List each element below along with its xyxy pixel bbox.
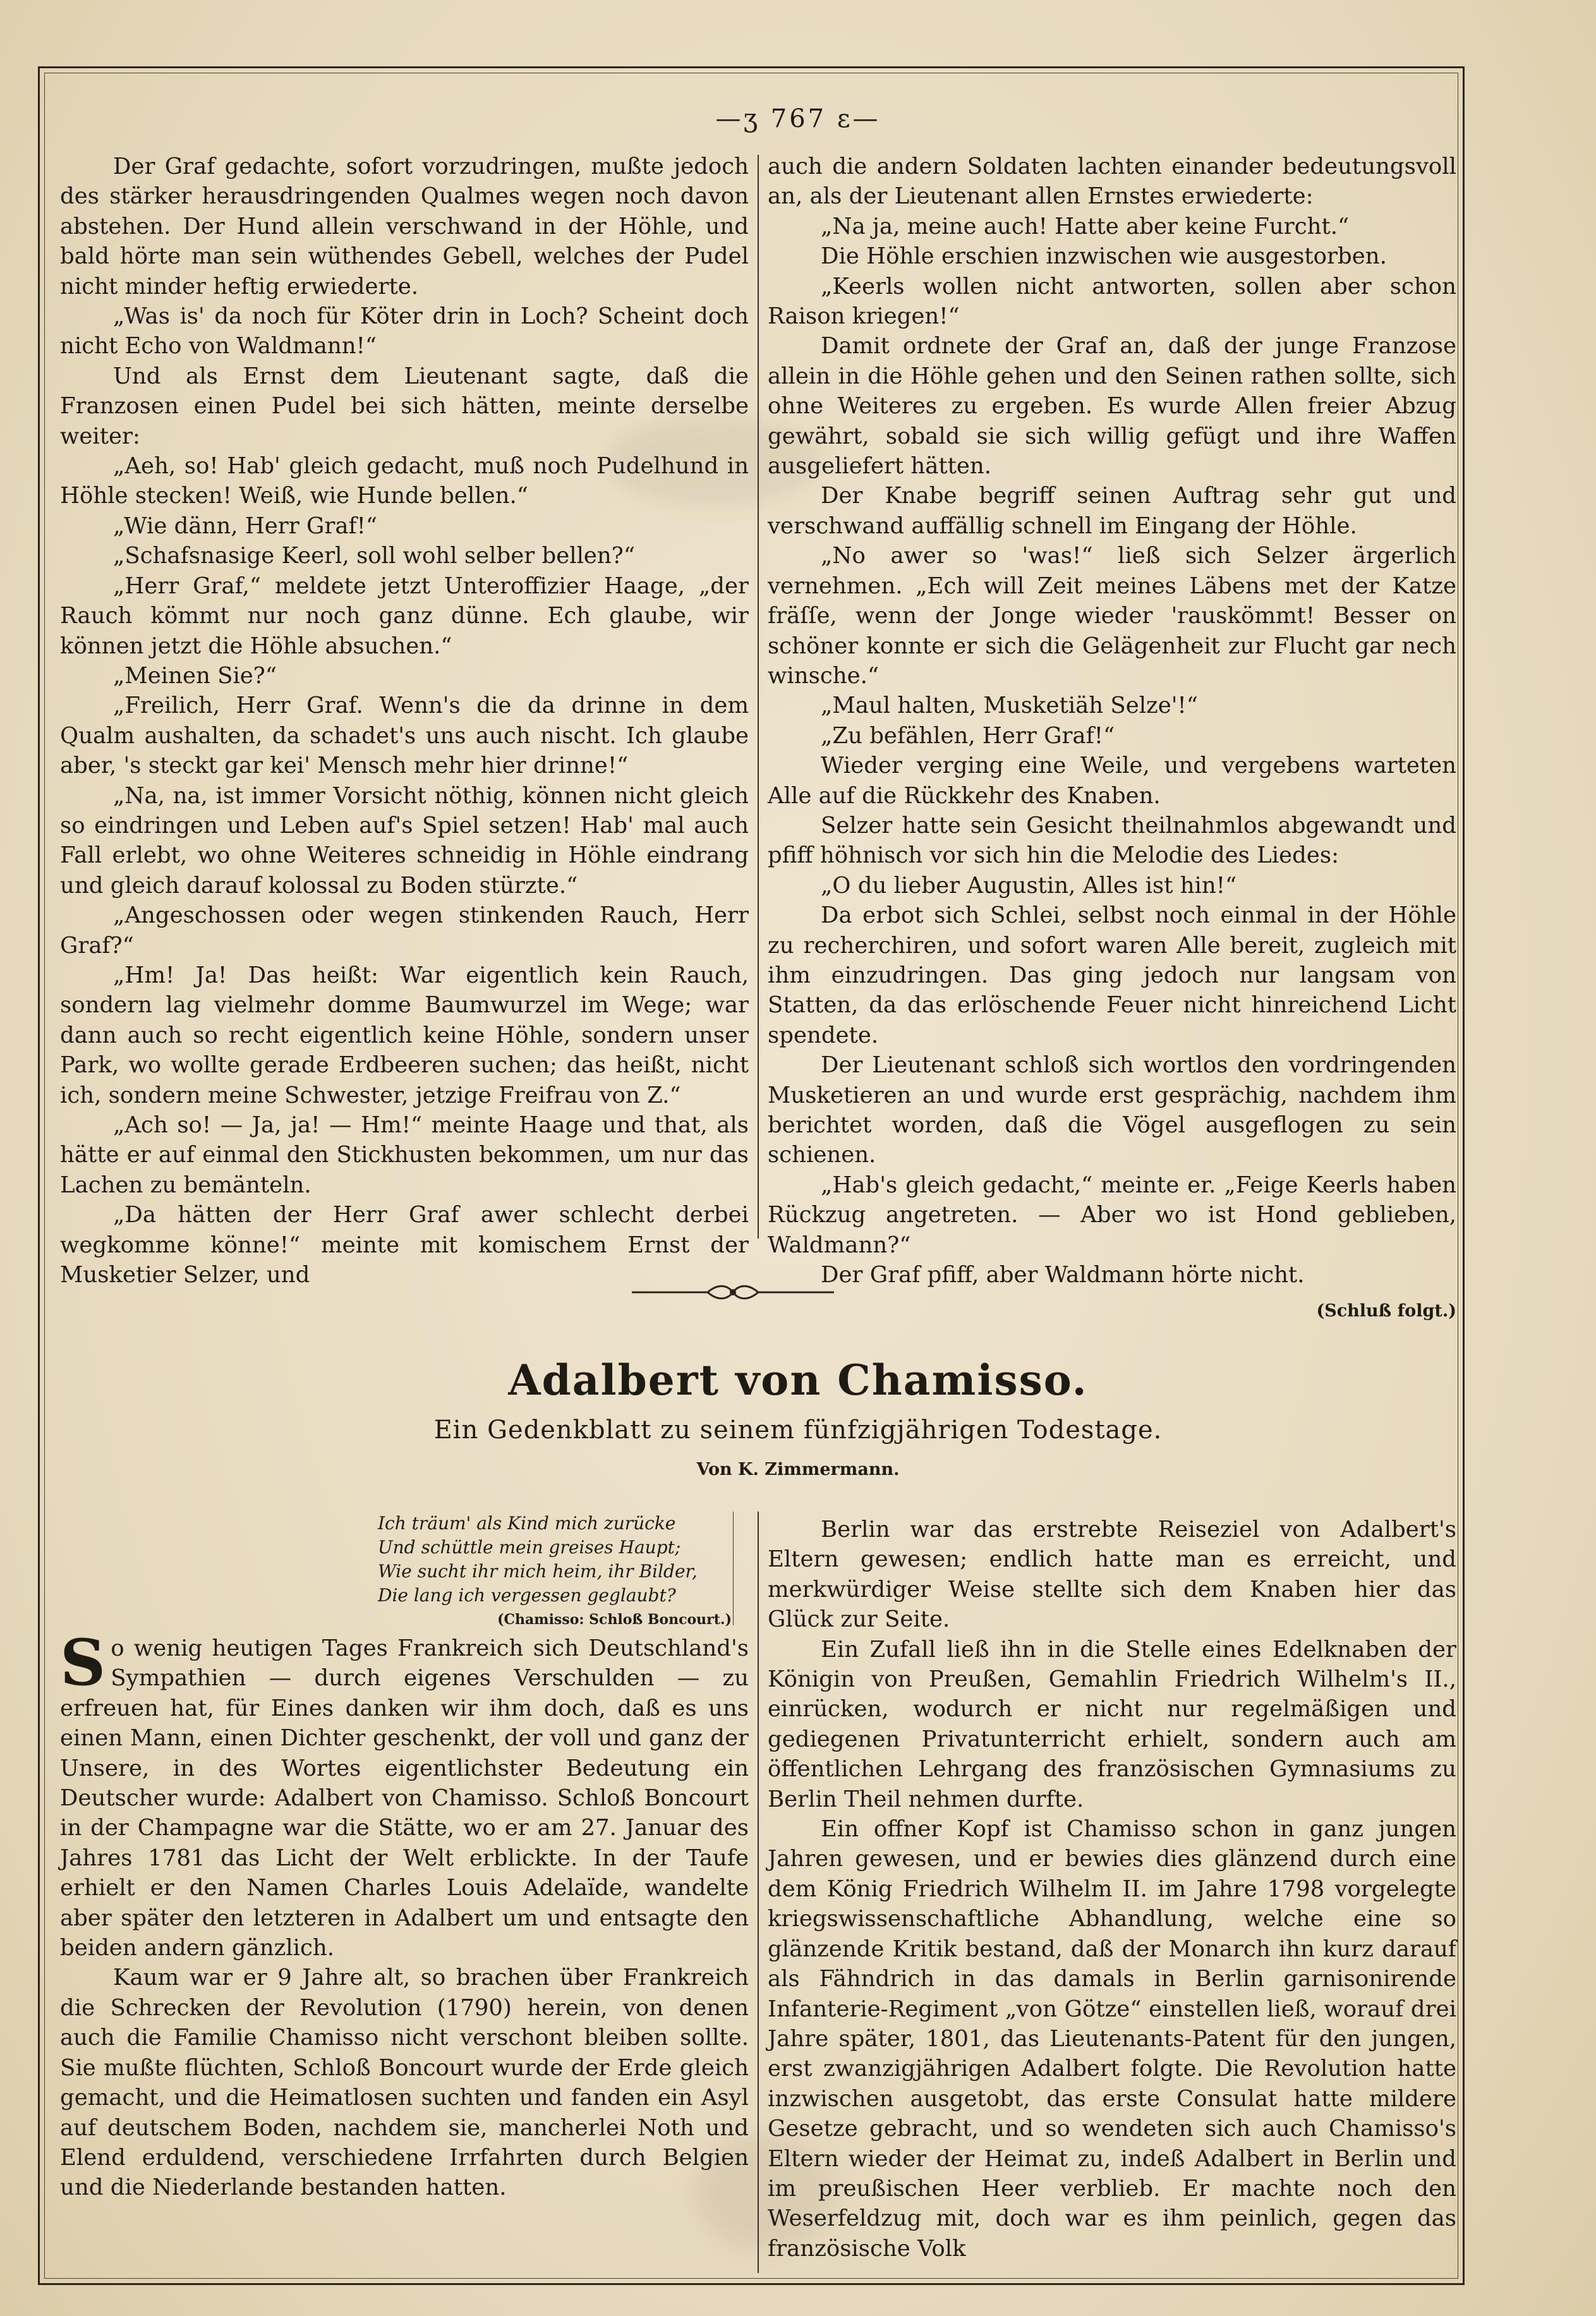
story-paragraph: „Zu befählen, Herr Graf!“ bbox=[821, 722, 1115, 749]
page-number-ornament-left: —ʒ bbox=[715, 104, 771, 133]
story-right-column bbox=[768, 152, 1456, 1326]
poem-line: Und schüttle mein greises Haupt; bbox=[378, 1537, 681, 1558]
page-number bbox=[0, 104, 1596, 133]
article-paragraph-text: o wenig heutigen Tages Frankreich sich Deutschland's Sympathien — durch eigenes Verschulden — zu erfreuen hat, für Eines danken wir ihm doch, daß es uns einen Mann, einen Dichter geschenkt, der voll und ganz der Unsere, in des Wortes eigentlichster Bedeutung ein Deutscher wurde: Adalbert von Chamisso. Schloß Boncourt in der Champagne war die Stätte, wo er am 27. Januar des Jahres 1781 das Licht der Welt erblickte. In der Taufe erhielt er den Namen Charles Louis Adelaïde, wandelte aber später den letzteren in Adalbert um und entsagte den beiden andern gänzlich. bbox=[60, 1635, 749, 1961]
story-paragraph: „Aeh, so! Hab' gleich gedacht, muß noch Pudelhund in Höhle stecken! Weiß, wie Hunde bellen.“ bbox=[60, 453, 749, 509]
story-paragraph: „Na, na, ist immer Vorsicht nöthig, können nicht gleich so eindringen und Leben auf's Spiel setzen! Hab' mal auch Fall erlebt, wo ohne Weiteres schneidig in Höhle eindrang und gleich darauf kolossal zu Boden stürzte.“ bbox=[60, 782, 749, 899]
column-divider bbox=[758, 1512, 759, 2273]
story-paragraph: „Angeschossen oder wegen stinkenden Rauch, Herr Graf?“ bbox=[60, 902, 749, 959]
story-left-column bbox=[60, 152, 749, 1290]
article-paragraph: Kaum war er 9 Jahre alt, so brachen über Frankreich die Schrecken der Revolution (1790) herein, von denen auch die Familie Chamisso nicht verschont bleiben sollte. Sie mußte flüchten, Schloß Boncourt wurde der Erde gleich gemacht, und die Heimatlosen suchten und fanden ein Asyl auf deutschem Boden, nachdem sie, mancherlei Noth und Elend erduldend, verschiedene Irrfahrten durch Belgien und die Niederlande bestanden hatten. bbox=[60, 1965, 749, 2201]
story-paragraph: „Na ja, meine auch! Hatte aber keine Furcht.“ bbox=[821, 213, 1350, 239]
story-paragraph: „Wie dänn, Herr Graf!“ bbox=[113, 512, 378, 539]
story-paragraph: „No awer so 'was!“ ließ sich Selzer ärgerlich vernehmen. „Ech will Zeit meines Läbens met der Katze fräſſe, wenn der Jonge wieder 'rauskömmt! Besser on schöner konnte er sich die Gelägenheit zur Flucht gar nech winsche.“ bbox=[768, 543, 1456, 689]
ornament-divider bbox=[632, 1283, 834, 1302]
drop-cap: S bbox=[60, 1625, 106, 1700]
story-paragraph: „Ach so! — Ja, ja! — Hm!“ meinte Haage und that, als hätte er auf einmal den Stickhusten bekommen, um nur das Lachen zu bemänteln. bbox=[60, 1112, 749, 1198]
story-paragraph: Wieder verging eine Weile, und vergebens warteten Alle auf die Rückkehr des Knaben. bbox=[768, 753, 1456, 809]
column-divider bbox=[758, 155, 759, 1239]
story-paragraph: „Schafsnasige Keerl, soll wohl selber bellen?“ bbox=[113, 543, 635, 569]
story-paragraph: „Hab's gleich gedacht,“ meinte er. „Feige Keerls haben Rückzug angetreten. — Aber wo ist Hond geblieben, Waldmann?“ bbox=[768, 1172, 1456, 1258]
story-paragraph: Der Lieutenant schloß sich wortlos den vordringenden Musketieren an und wurde erst gesprächig, nachdem ihm berichtet worden, daß die Vögel ausgeflogen zu sein schienen. bbox=[768, 1052, 1456, 1168]
poem-line: Die lang ich vergessen geglaubt? bbox=[378, 1585, 676, 1606]
story-paragraph-continued: auch die andern Soldaten lachten einander bedeutungsvoll an, als der Lieutenant allen Ernstes erwiederte: bbox=[768, 154, 1456, 210]
article-byline: Von K. Zimmermann. bbox=[696, 1460, 900, 1479]
article-paragraph bbox=[60, 1625, 749, 1963]
story-paragraph: Selzer hatte sein Gesicht theilnahmlos abgewandt und pfiff höhnisch vor sich hin die Melodie des Liedes: bbox=[768, 812, 1456, 869]
poem-line: Ich träum' als Kind mich zurücke bbox=[378, 1513, 676, 1534]
page-number-ornament-right: ɛ— bbox=[826, 104, 881, 133]
story-paragraph: Der Knabe begriff seinen Auftrag sehr gut und verschwand auffällig schnell im Eingang der Höhle. bbox=[768, 483, 1456, 539]
article-right-column bbox=[768, 1515, 1456, 2264]
story-paragraph: „Keerls wollen nicht antworten, sollen aber schon Raison kriegen!“ bbox=[768, 273, 1456, 330]
story-paragraph: „Was is' da noch für Köter drin in Loch? Scheint doch nicht Echo von Waldmann!“ bbox=[60, 303, 749, 360]
story-paragraph: „Maul halten, Musketiäh Selze'!“ bbox=[821, 693, 1198, 719]
poem-line: Wie sucht ihr mich heim, ihr Bilder, bbox=[378, 1561, 698, 1582]
article-left-column bbox=[60, 1625, 749, 2203]
story-paragraph: „Da hätten der Herr Graf awer schlecht derbei wegkomme könne!“ meinte mit komischem Ernst der Musketier Selzer, und bbox=[60, 1202, 749, 1288]
poem-rule bbox=[733, 1512, 735, 1625]
story-paragraph: Und als Ernst dem Lieutenant sagte, daß die Franzosen einen Pudel bei sich hätten, meinte derselbe weiter: bbox=[60, 363, 749, 449]
story-paragraph: Der Graf pfiff, aber Waldmann hörte nicht. bbox=[821, 1262, 1305, 1288]
story-paragraph: „Freilich, Herr Graf. Wenn's die da drinne in dem Qualm aushalten, da schadet's uns auch nischt. Ich glaube aber, 's steckt gar kei' Mensch mehr hier drinne!“ bbox=[60, 693, 749, 779]
story-paragraph: „O du lieber Augustin, Alles ist hin!“ bbox=[821, 872, 1237, 899]
story-paragraph: Die Höhle erschien inzwischen wie ausgestorben. bbox=[821, 243, 1387, 270]
story-paragraph: „Herr Graf,“ meldete jetzt Unteroffizier Haage, „der Rauch kömmt nur noch ganz dünne. Ech glaube, wir können jetzt die Höhle absuchen.“ bbox=[60, 573, 749, 659]
page-number-value: 767 bbox=[770, 104, 827, 133]
story-paragraph: „Meinen Sie?“ bbox=[113, 662, 277, 689]
article-subtitle: Ein Gedenkblatt zu seinem fünfzigjährigen Todestage. bbox=[433, 1416, 1163, 1445]
story-paragraph: Da erbot sich Schlei, selbst noch einmal in der Höhle zu recherchiren, und sofort waren Alle bereit, zugleich mit ihm einzudringen. Das ging jedoch nur langsam von Statten, da das erlöschende Feuer nicht hinreichend Licht spendete. bbox=[768, 902, 1456, 1048]
epigraph-poem bbox=[378, 1512, 732, 1632]
article-title: Adalbert von Chamisso. bbox=[508, 1355, 1088, 1405]
continued-note: (Schluß folgt.) bbox=[1316, 1301, 1456, 1321]
story-paragraph: Damit ordnete der Graf an, daß der junge Franzose allein in die Höhle gehen und den Seinen rathen sollte, sich ohne Weiteres zu ergeben. Es wurde Allen freier Abzug gewährt, sobald sie sich willig gefügt und ihre Waffen ausgeliefert hätten. bbox=[768, 333, 1456, 480]
story-paragraph: Der Graf gedachte, sofort vorzudringen, mußte jedoch des stärker herausdringenden Qualmes wegen noch davon abstehen. Der Hund allein verschwand in der Höhle, und bald hörte man sein wüthendes Gebell, welches der Pudel nicht minder heftig erwiederte. bbox=[60, 154, 749, 300]
article-paragraph: Berlin war das erstrebte Reiseziel von Adalbert's Eltern gewesen; endlich hatte man es erreicht, und merkwürdiger Weise stellte sich dem Knaben hier das Glück zur Seite. bbox=[768, 1517, 1456, 1633]
story-paragraph: „Hm! Ja! Das heißt: War eigentlich kein Rauch, sondern lag vielmehr domme Baumwurzel im Wege; war dann auch so recht eigentlich keine Höhle, sondern unser Park, wo wollte gerade Erdbeeren suchen; das heißt, nicht ich, sondern meine Schwester, jetzige Freifrau von Z.“ bbox=[60, 962, 749, 1108]
poem-source: (Chamisso: Schloß Boncourt.) bbox=[497, 1611, 732, 1628]
article-paragraph: Ein offner Kopf ist Chamisso schon in ganz jungen Jahren gewesen, und er bewies dies glänzend durch eine dem König Friedrich Wilhelm II. im Jahre 1798 vorgelegte kriegswissenschaftliche Abhandlung, welche eine so glänzende Kritik bestand, daß der Monarch ihn kurz darauf als Fähndrich in das damals in Berlin garnisonirende Infanterie-Regiment „von Götze“ einstellen ließ, worauf drei Jahre später, 1801, das Lieutenants-Patent für den jungen, erst zwanzigjährigen Adalbert folgte. Die Revolution hatte inzwischen ausgetobt, das erste Consulat hatte mildere Gesetze gebracht, und so wendeten sich auch Chamisso's Eltern wieder der Heimat zu, indeß Adalbert in Berlin und im preußischen Heer verblieb. Er machte noch den Weserfeldzug mit, doch war es ihm peinlich, gegen das französische Volk bbox=[768, 1816, 1456, 2262]
article-paragraph: Ein Zufall ließ ihn in die Stelle eines Edelknaben der Königin von Preußen, Gemahlin Friedrich Wilhelm's II., einrücken, wodurch er nicht nur regelmäßigen und gediegenen Privatunterricht erhielt, sondern auch am öffentlichen Lehrgang des französischen Gymnasiums zu Berlin Theil nehmen durfte. bbox=[768, 1636, 1456, 1812]
